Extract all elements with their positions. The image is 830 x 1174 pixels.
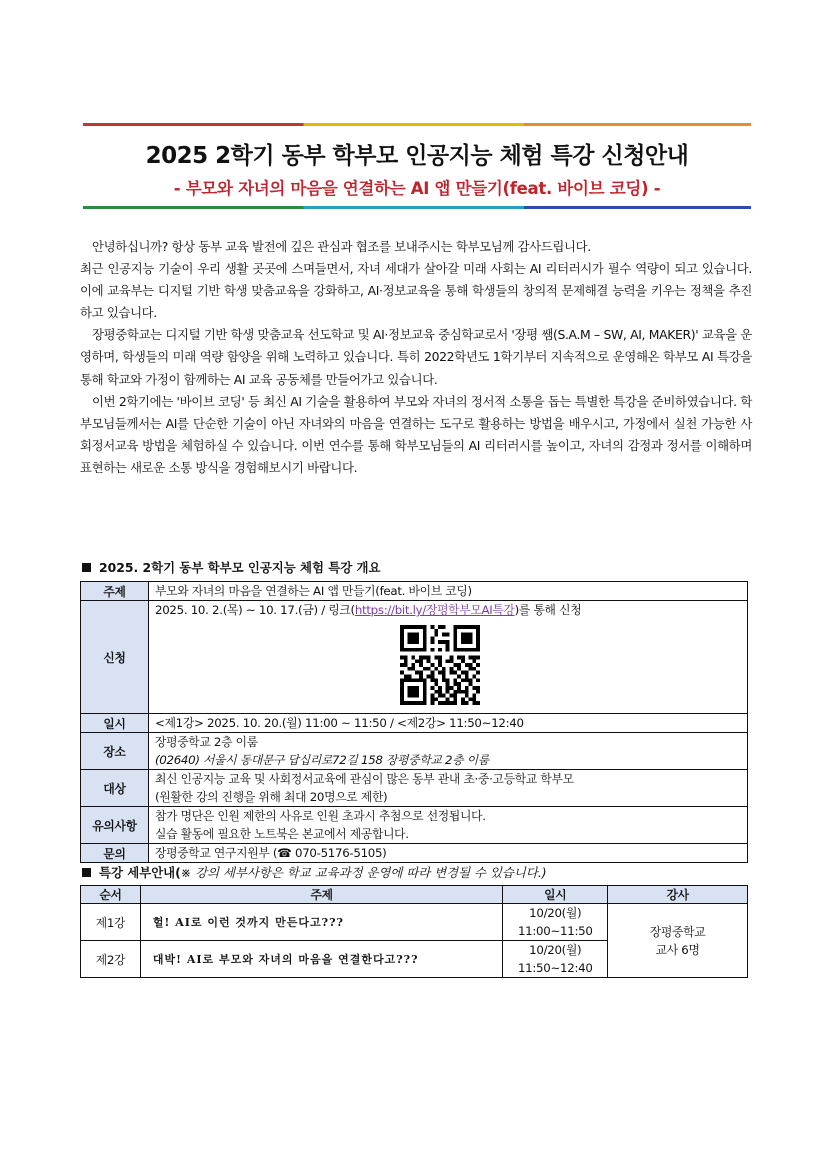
title-banner <box>83 123 751 209</box>
contact-value: 장평중학교 연구지원부 (☎ 070-5176-5105) <box>149 844 748 863</box>
overview-heading <box>82 558 381 576</box>
table-header-row <box>81 886 748 904</box>
column-header-topic: 주제 <box>140 886 502 904</box>
intro-greeting: 안녕하십니까? 항상 동부 교육 발전에 깊은 관심과 협조를 보내주시는 학부모님께 감사드립니다. <box>92 239 591 254</box>
notice-line-1: 참가 명단은 인원 제한의 사유로 인원 초과시 추첨으로 선정됩니다. <box>155 809 486 823</box>
details-table <box>80 885 748 978</box>
session-datetime <box>503 904 608 941</box>
contact-label: 문의 <box>81 844 149 863</box>
session-time: 11:50~12:40 <box>517 961 593 975</box>
overview-table <box>80 581 748 863</box>
document-title: 2025 2학기 동부 학부모 인공지능 체험 특강 신청안내 <box>145 143 689 169</box>
intro-paragraph-1: 최근 인공지능 기술이 우리 생활 곳곳에 스며들면서, 자녀 세대가 살아갈 미래 사회는 AI 리터러시가 필수 역량이 되고 있습니다. 이에 교육부는 디지털 기반 학생 맞춤교육을 강화하고, AI·정보교육을 통해 학생들의 창의적 문제해결 능력을 키우는 정책을 추진하고 있습니다. <box>80 261 752 321</box>
column-header-instructor: 강사 <box>608 886 748 904</box>
table-row <box>81 807 748 844</box>
table-row <box>81 582 748 601</box>
session-topic: 헐! AI로 이런 것까지 만든다고??? <box>140 904 502 941</box>
qr-code-icon[interactable] <box>400 625 480 705</box>
schedule-value: <제1강> 2025. 10. 20.(월) 11:00 ~ 11:50 / <제2강> 11:50~12:40 <box>149 714 748 733</box>
place-address: (02640) 서울시 동대문구 답십리로72길 158 장평중학교 2층 이룸 <box>155 753 489 767</box>
topic-value: 부모와 자녀의 마음을 연결하는 AI 앱 만들기(feat. 바이브 코딩) <box>149 582 748 601</box>
instructor <box>608 904 748 978</box>
target-description: 최신 인공지능 교육 및 사회정서교육에 관심이 많은 동부 관내 초·중·고등학교 학부모 <box>155 772 574 786</box>
topic-label: 주제 <box>81 582 149 601</box>
apply-suffix: )를 통해 신청 <box>514 603 582 617</box>
session-date: 10/20(월) <box>529 906 582 920</box>
place-label: 장소 <box>81 733 149 770</box>
column-header-date: 일시 <box>503 886 608 904</box>
table-row <box>81 733 748 770</box>
details-heading-note: ※ 강의 세부사항은 학교 교육과정 운영에 따라 변경될 수 있습니다.) <box>180 865 547 880</box>
target-value <box>149 770 748 807</box>
square-bullet-icon <box>82 868 91 877</box>
instructor-count: 교사 6명 <box>655 942 700 957</box>
table-row <box>81 904 748 941</box>
intro-text <box>80 236 752 479</box>
target-label: 대상 <box>81 770 149 807</box>
document-subtitle: - 부모와 자녀의 마음을 연결하는 AI 앱 만들기(feat. 바이브 코딩) - <box>173 179 661 198</box>
intro-paragraph-2: 장평중학교는 디지털 기반 학생 맞춤교육 선도학교 및 AI·정보교육 중심학교로서 '장평 쌤(S.A.M – SW, AI, MAKER)' 교육을 운영하며, 학생들의 미래 역량 함양을 위해 노력하고 있습니다. 특히 2022학년도 1학기부터 지속적으로 운영해온 학부모 AI 특강을 통해 학교와 가정이 함께하는 AI 교육 공동체를 만들어가고 있습니다. <box>80 327 752 387</box>
session-topic: 대박! AI로 부모와 자녀의 마음을 연결한다고??? <box>140 941 502 978</box>
rainbow-bar-bottom <box>83 206 751 209</box>
session-order: 제1강 <box>81 904 141 941</box>
details-heading-text: 특강 세부안내( <box>99 865 181 880</box>
table-row <box>81 714 748 733</box>
table-row <box>81 844 748 863</box>
session-datetime <box>503 941 608 978</box>
schedule-label: 일시 <box>81 714 149 733</box>
notice-label: 유의사항 <box>81 807 149 844</box>
notice-value <box>149 807 748 844</box>
session-date: 10/20(월) <box>529 943 582 957</box>
place-name: 장평중학교 2층 이룸 <box>155 735 258 749</box>
details-heading <box>82 863 547 881</box>
target-limit: (원활한 강의 진행을 위해 최대 20명으로 제한) <box>155 790 388 804</box>
instructor-school: 장평중학교 <box>649 924 706 939</box>
square-bullet-icon <box>82 563 91 572</box>
apply-link[interactable]: https://bit.ly/장평학부모AI특강 <box>354 603 515 617</box>
table-row <box>81 770 748 807</box>
table-row <box>81 601 748 714</box>
place-value <box>149 733 748 770</box>
apply-period: 2025. 10. 2.(목) ~ 10. 17.(금) / 링크( <box>155 603 355 617</box>
overview-heading-text: 2025. 2학기 동부 학부모 인공지능 체험 특강 개요 <box>99 560 381 575</box>
session-order: 제2강 <box>81 941 141 978</box>
rainbow-bar-top <box>83 123 751 126</box>
intro-paragraph-3: 이번 2학기에는 '바이브 코딩' 등 최신 AI 기술을 활용하여 부모와 자녀의 정서적 소통을 돕는 특별한 특강을 준비하였습니다. 학부모님들께서는 AI를 단순한 기술이 아닌 자녀와의 마음을 연결하는 도구로 활용하는 방법을 배우시고, 가정에서 실천 가능한 사회정서교육 방법을 체험하실 수 있습니다. 이번 연수를 통해 학부모님들의 AI 리터러시를 높이고, 자녀의 감정과 정서를 이해하며 표현하는 새로운 소통 방식을 경험해보시기 바랍니다. <box>80 393 752 475</box>
notice-line-2: 실습 활동에 필요한 노트북은 본교에서 제공합니다. <box>155 827 409 841</box>
apply-label: 신청 <box>81 601 149 714</box>
session-time: 11:00~11:50 <box>517 924 593 938</box>
apply-value <box>149 601 748 714</box>
column-header-order: 순서 <box>81 886 141 904</box>
